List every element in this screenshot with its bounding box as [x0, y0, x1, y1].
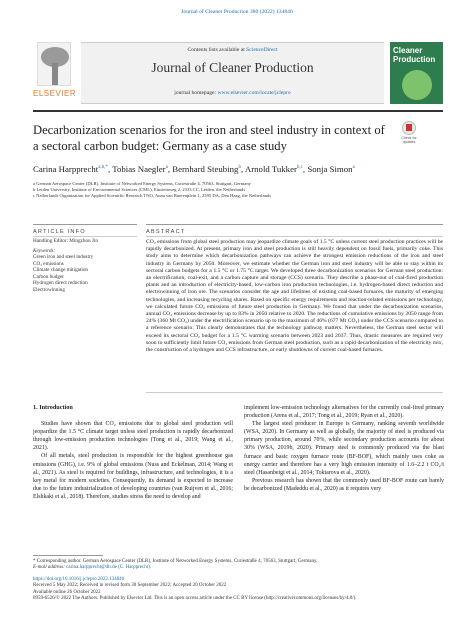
crossmark-button[interactable] — [396, 121, 422, 143]
article-title: Decarbonization scenarios for the iron and steel industry in context of a sectoral carbon budget: Germany as a case study — [33, 123, 385, 153]
footnote-rule — [33, 555, 103, 556]
license-line: 0959-6526/© 2022 The Authors. Published by Elsevier Ltd. This is an open access article under the CC BY license (http://creativecommons.org/licenses/by/4.0/). — [33, 596, 357, 602]
journal-header — [33, 42, 443, 104]
crossmark-label: Check for updates — [401, 136, 417, 144]
header-divider — [33, 110, 443, 112]
body-column-right — [244, 404, 444, 493]
homepage-link[interactable]: www.elsevier.com/locate/jclepro — [217, 90, 291, 96]
elsevier-tree-icon — [37, 42, 71, 86]
cover-leaf-icon — [402, 70, 432, 100]
abstract-subrule — [146, 236, 443, 237]
author-name[interactable]: Arnold Tukker — [244, 164, 297, 174]
article-info — [33, 238, 138, 293]
contents-line: Contents lists available at ScienceDirect — [187, 47, 278, 53]
journal-banner — [81, 42, 384, 104]
author-sup[interactable]: b — [238, 165, 241, 171]
affiliation: c Netherlands Organization for Applied Scientific Research TNO, Anna van Buerenplein 1, 2595 DA, Den Haag, the Netherlands — [33, 193, 271, 199]
journal-title[interactable]: Journal of Cleaner Production — [151, 60, 314, 75]
author-name[interactable]: Carina Harpprecht — [33, 164, 99, 174]
sciencedirect-link[interactable]: ScienceDirect — [246, 47, 278, 53]
article-info-rule — [33, 224, 137, 225]
affiliation: b Leiden University, Institute of Environmental Sciences (CML), Einsteinweg 2, 2333 CC, Leiden, the Netherlands — [33, 187, 246, 193]
article-info-subrule — [33, 236, 137, 237]
paragraph: Studies have shown that CO₂ emissions due to global steel production will jeopardize the 1.5 °C climate target unless steel production is rapidly decarbonized through low-emission production technologies (Tong et al., 2019; Wang et al., 2021). — [33, 421, 233, 452]
available-online: Available online 26 October 2022 — [33, 589, 101, 595]
email-line: E-mail address: carina.harpprecht@dlr.de (C. Harpprecht). — [33, 565, 151, 571]
affiliation: a German Aerospace Center (DLR), Institute of Networked Energy Systems, Curiestraße 4, 70563, Stuttgart, Germany — [33, 181, 251, 186]
paragraph: Previous research has shown that the commonly used BF-BOF route can barely be decarbonized (Madeddu et al., 2020) as it requires very — [244, 477, 444, 492]
paragraph: The largest steel producer in Europe is Germany, ranking seventh worldwide (WSA, 2020). In Germany as well as globally, the majority of steel is produced via primary production, around 70%, while secondary production accounts for about 30% (WSA, 2019b, 2020). Primary steel is commonly produced via the blast furnace and basic oxygen furnace route (BF-BOF), which mainly uses coke as energy carrier and therefore has a very high emission intensity of 1.6–2.2 t CO₂/t steel (Hasanbeigi et al., 2014; Toktarova et al., 2020). — [244, 421, 444, 476]
section-heading: 1. Introduction — [33, 404, 73, 411]
author-sup[interactable]: a — [165, 165, 168, 171]
handling-editor: Handling Editor: Mingzhou Jin — [33, 238, 98, 244]
keyword: Hydrogen direct reduction — [33, 280, 88, 286]
author-list: Carina Harpprecht$^{a,b,*}$, Tobias Naegler$^a$, Bernhard Steubing$^b$, Arnold Tukker$^{b,c}$, Sonja Simon$^a$ — [33, 164, 355, 174]
doi-link[interactable]: https://doi.org/10.1016/j.jclepro.2022.134846 — [33, 576, 125, 582]
article-info-heading: ARTICLE INFO — [33, 229, 86, 235]
received-dates: Received 5 May 2022; Received in revised form 30 September 2022; Accepted 20 October 2022 — [33, 583, 227, 589]
email-link[interactable]: carina.harpprecht@dlr.de (C. Harpprecht). — [66, 565, 151, 571]
corresponding-author-note: * Corresponding author. German Aerospace Center (DLR), Institute of Networked Energy Systems, Curiestraße 4, 70563, Stuttgart, Germany. — [33, 559, 318, 564]
publisher-name: ELSEVIER — [33, 89, 77, 98]
citation-line[interactable]: Journal of Cleaner Production 380 (2022) 134846 — [181, 9, 293, 15]
paragraph: Of all metals, steel production is responsible for the highest greenhouse gas emissions (GHG), i.e. 9% of global emissions (Nuss and Eckelman, 2014; Wang et al., 2021). As steel is required for buildings, infrastructure, and technologies, it is a key metal for modern societies. Consequently, its demand is expected to increase due to the future industrialization of developing countries (van Ruijven et al., 2016; Elshkaki et al., 2018). Therefore, studies stress the need to develop and — [33, 453, 233, 500]
cover-title: Cleaner Production — [393, 46, 436, 64]
body-column-left — [33, 404, 233, 501]
author-name[interactable]: Bernhard Steubing — [172, 164, 239, 174]
footnotes — [33, 559, 443, 602]
elsevier-logo[interactable] — [33, 42, 75, 102]
homepage-line: journal homepage: www.elsevier.com/locate/jclepro — [174, 90, 291, 96]
paragraph: implement low-emission technology alternatives for the currently coal-fired primary production (Arens et al., 2017; Tong et al., 2019; Ryan et al., 2020). — [244, 405, 444, 420]
keyword: Climate change mitigation — [33, 267, 89, 273]
keyword: Carbon budget — [33, 273, 64, 280]
keywords-heading: Keywords: — [33, 247, 56, 254]
keyword: Electrowinning — [33, 286, 65, 293]
author-name[interactable]: Sonja Simon — [307, 164, 353, 174]
abstract-bottom-rule — [146, 392, 443, 393]
journal-cover-image[interactable] — [390, 42, 443, 104]
keyword: Green iron and steel industry — [33, 254, 94, 260]
author-sup[interactable]: b,c — [296, 165, 303, 171]
abstract-rule — [146, 224, 443, 225]
author-sup[interactable]: a — [352, 165, 355, 171]
author-name[interactable]: Tobias Naegler — [112, 164, 166, 174]
abstract-text: CO₂ emissions from global steel production may jeopardize climate goals of 1.5 °C unless current steel production practices will be rapidly decarbonized. At present, primary iron and steel production is still heavily dependent on fossil fuels, primarily coke. This study aims to determine which decarbonization pathways can achieve the strongest emission reductions of the iron and steel industry in Germany by 2050. Moreover, we estimate whether the German iron and steel industry will be able to stay within its sectoral carbon budgets for a 1.5 °C or 1.75 °C target. We developed three decarbonization scenarios for German steel production: an electrification, coal-exit, and a carbon capture and storage (CCS) scenario. They describe a phase-out of coal-fired production plants and an introduction of electricity-based, low-carbon iron production technologies, i.e. hydrogen-based direct reduction and electrowinning of iron ore. The scenarios consider the age and lifetimes of existing coal-based furnaces, the maturity of emerging technologies, and increasing recycling shares. Based on specific energy requirements and reaction-related emissions per technology, we calculated future CO₂ emissions of future steel production in Germany. We found that under the decarbonization scenarios, annual CO₂ emissions decrease by up to 83% in 2050 relative to 2020. The reductions of cumulative emissions by 2050 range from 24% (360 Mt CO₂) under the electrification scenario up to the maximum of 46% (677 Mt CO₂) under the CCS scenario compared to a reference scenario. This clearly demonstrates that the technology pathway matters. Nevertheless, the German steel sector will exceed its sectoral CO₂ budget for a 1.5 °C warming scenario between 2023 and 2037. Thus, drastic measures are required very soon to sufficiently limit future CO₂ emissions from German steel production, such as a rapid decarbonization of the electricity mix, the construction of a hydrogen and CCS infrastructure, or early shutdowns of current coal-based furnaces. — [146, 239, 443, 354]
abstract-heading: ABSTRACT — [146, 229, 186, 235]
keyword: CO₂ emissions — [33, 260, 64, 267]
author-sup[interactable]: a,b,* — [98, 165, 108, 171]
affiliations — [33, 181, 443, 200]
